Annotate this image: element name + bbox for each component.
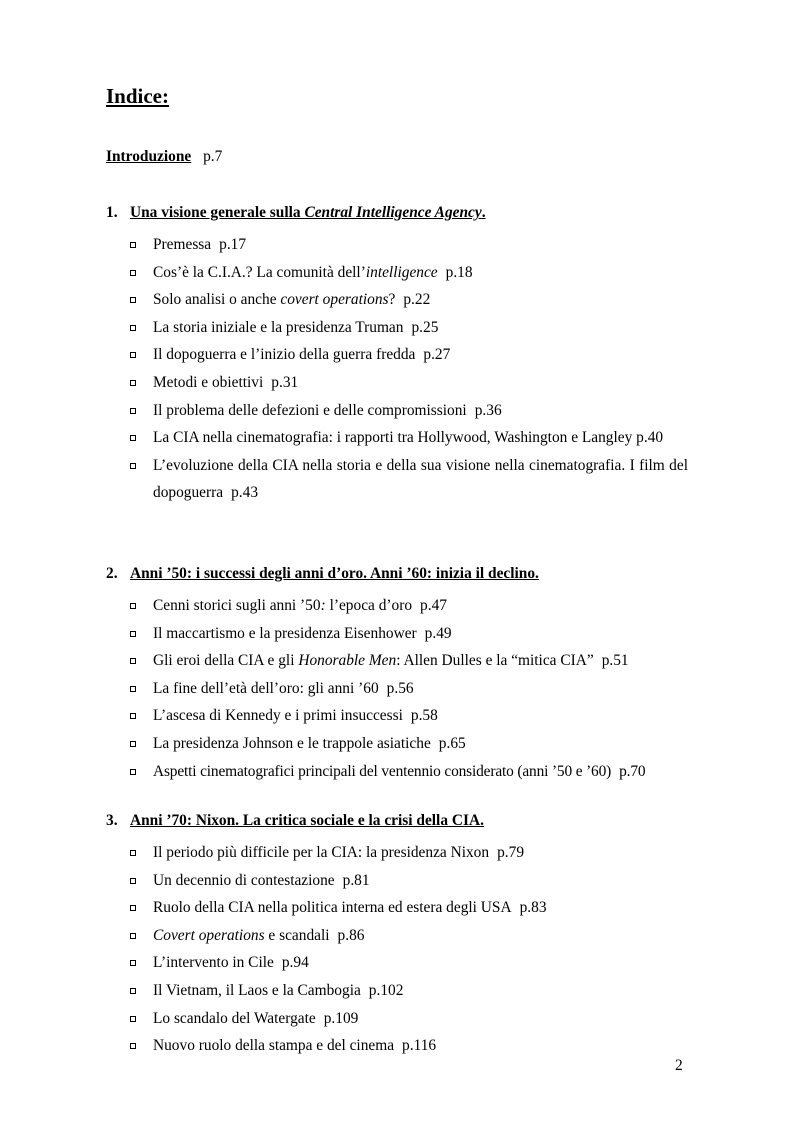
item-text: Ruolo della CIA nella politica interna ed estera degli USA — [153, 899, 512, 917]
chapter-title: Anni ’50: i successi degli anni d’oro. Anni ’60: inizia il declino. — [130, 565, 539, 582]
checkbox-bullet-icon — [130, 850, 136, 856]
item-text: Il problema delle defezioni e delle compromissioni — [153, 401, 467, 419]
document-page — [106, 0, 688, 1123]
checkbox-bullet-icon — [130, 1043, 136, 1049]
list-item — [106, 730, 688, 758]
checkbox-bullet-icon — [130, 270, 136, 276]
list-item — [106, 259, 688, 287]
item-page: p.70 — [619, 762, 646, 780]
list-item — [106, 452, 688, 507]
chapter-title-text: . — [481, 204, 486, 221]
list-item — [106, 647, 688, 675]
item-text: Il maccartismo e la presidenza Eisenhower — [153, 624, 417, 642]
item-page: p.31 — [271, 373, 299, 391]
list-item — [106, 1032, 688, 1060]
intro-entry — [106, 148, 222, 166]
chapter-heading — [106, 203, 688, 231]
item-text: Cos’è la C.I.A.? La comunità dell’ — [153, 263, 366, 281]
checkbox-bullet-icon — [130, 741, 136, 747]
list-item — [106, 286, 688, 314]
item-text: ? — [388, 291, 396, 309]
chapter-title: Anni ’70: Nixon. La critica sociale e la crisi della CIA. — [130, 812, 484, 829]
item-page: p.18 — [445, 263, 473, 281]
item-page: p.102 — [368, 981, 404, 999]
item-page: p.27 — [423, 346, 451, 364]
checkbox-bullet-icon — [130, 878, 136, 884]
list-item — [106, 867, 688, 895]
list-item — [106, 758, 688, 786]
item-text: Premessa — [153, 236, 212, 253]
checkbox-bullet-icon — [130, 435, 136, 441]
chapter-number: 2. — [106, 565, 118, 582]
item-text-italic: intelligence — [365, 263, 438, 281]
item-text: L’ascesa di Kennedy e i primi insuccessi — [153, 707, 403, 725]
checkbox-bullet-icon — [130, 603, 136, 609]
list-item — [106, 702, 688, 730]
item-text: Solo analisi o anche — [153, 291, 281, 309]
checkbox-bullet-icon — [130, 631, 136, 637]
chapter-2 — [106, 564, 688, 785]
item-text-italic: Covert operations — [153, 926, 265, 944]
checkbox-bullet-icon — [130, 713, 136, 719]
checkbox-bullet-icon — [130, 960, 136, 966]
page-number: 2 — [675, 1057, 683, 1074]
item-page: p.25 — [411, 318, 439, 336]
page-title: Indice: — [106, 84, 169, 108]
checkbox-bullet-icon — [130, 933, 136, 939]
item-page: p.65 — [438, 734, 466, 752]
checkbox-bullet-icon — [130, 242, 136, 248]
list-item — [106, 231, 688, 259]
item-text: Il dopoguerra e l’inizio della guerra fredda — [153, 346, 416, 364]
item-page: p.86 — [337, 926, 365, 944]
list-item — [106, 675, 688, 703]
list-item — [106, 314, 688, 342]
checkbox-bullet-icon — [130, 352, 136, 358]
list-item — [106, 369, 688, 397]
item-page: p.43 — [231, 484, 259, 502]
chapter-number: 3. — [106, 812, 118, 829]
list-item — [106, 949, 688, 977]
checkbox-bullet-icon — [130, 463, 136, 469]
checkbox-bullet-icon — [130, 408, 136, 414]
item-text: Il periodo più difficile per la CIA: la presidenza Nixon — [153, 844, 490, 861]
chapter-3 — [106, 811, 688, 1060]
item-text: Aspetti cinematografici principali del ventennio considerato (anni ’50 e ’60) — [153, 762, 612, 780]
item-text-italic: Honorable Men — [298, 652, 397, 670]
item-page: p.47 — [420, 597, 447, 614]
checkbox-bullet-icon — [130, 1016, 136, 1022]
list-item — [106, 922, 688, 950]
chapter-number: 1. — [106, 204, 118, 221]
intro-page: p.7 — [203, 148, 223, 165]
item-page: p.51 — [601, 652, 629, 670]
item-text: L’evoluzione della CIA nella storia e della sua visione nella cinematografia. I film del dopoguerra — [153, 456, 688, 502]
item-page: p.116 — [402, 1037, 437, 1055]
item-page: p.49 — [424, 624, 452, 642]
item-page: p.109 — [323, 1009, 359, 1027]
chapter-title-italic: Central Intelligence Agency — [304, 204, 482, 221]
list-item — [106, 620, 688, 648]
item-text: La storia iniziale e la presidenza Truman — [153, 318, 404, 336]
list-item — [106, 424, 688, 452]
item-text: La CIA nella cinematografia: i rapporti tra Hollywood, Washington e Langley — [153, 429, 633, 447]
item-page: p.56 — [386, 679, 414, 697]
checkbox-bullet-icon — [130, 658, 136, 664]
chapter-title-text: Una visione generale sulla — [130, 204, 305, 221]
item-text: Lo scandalo del Watergate — [153, 1009, 316, 1027]
item-text-italic: covert operations — [280, 291, 389, 309]
chapter-heading — [106, 564, 688, 592]
item-text: e scandali — [264, 926, 330, 944]
item-text: L’intervento in Cile — [153, 954, 274, 972]
item-page: p.40 — [636, 429, 664, 447]
list-item — [106, 894, 688, 922]
checkbox-bullet-icon — [130, 988, 136, 994]
item-page: p.58 — [410, 707, 438, 725]
item-page: p.83 — [519, 899, 547, 917]
chapter-title — [130, 203, 486, 223]
item-text: Metodi e obiettivi — [153, 373, 264, 391]
item-text: : Allen Dulles e la “mitica CIA” — [396, 652, 594, 670]
item-text: La presidenza Johnson e le trappole asiatiche — [153, 734, 431, 752]
item-text: Il Vietnam, il Laos e la Cambogia — [153, 981, 361, 999]
chapter-heading — [106, 811, 688, 839]
item-text: La fine dell’età dell’oro: gli anni ’60 — [153, 679, 379, 697]
item-page: p.79 — [497, 844, 525, 861]
item-text: Un decennio di contestazione — [153, 871, 335, 889]
item-text: l’epoca d’oro — [325, 597, 413, 614]
checkbox-bullet-icon — [130, 769, 136, 775]
item-page: p.94 — [281, 954, 309, 972]
item-text-italic: : — [320, 597, 326, 614]
checkbox-bullet-icon — [130, 380, 136, 386]
item-text: Nuovo ruolo della stampa e del cinema — [153, 1037, 395, 1055]
list-item — [106, 592, 688, 620]
item-text: Cenni storici sugli anni ’50 — [153, 597, 321, 614]
list-item — [106, 341, 688, 369]
item-text: Gli eroi della CIA e gli — [153, 652, 299, 670]
item-page: p.81 — [342, 871, 370, 889]
item-page: p.17 — [219, 236, 247, 253]
item-page: p.22 — [403, 291, 431, 309]
chapter-1 — [106, 203, 688, 507]
list-item — [106, 1005, 688, 1033]
item-page: p.36 — [474, 401, 502, 419]
list-item — [106, 397, 688, 425]
checkbox-bullet-icon — [130, 325, 136, 331]
checkbox-bullet-icon — [130, 905, 136, 911]
intro-label: Introduzione — [106, 148, 192, 165]
list-item — [106, 839, 688, 867]
list-item — [106, 977, 688, 1005]
checkbox-bullet-icon — [130, 686, 136, 692]
checkbox-bullet-icon — [130, 297, 136, 303]
